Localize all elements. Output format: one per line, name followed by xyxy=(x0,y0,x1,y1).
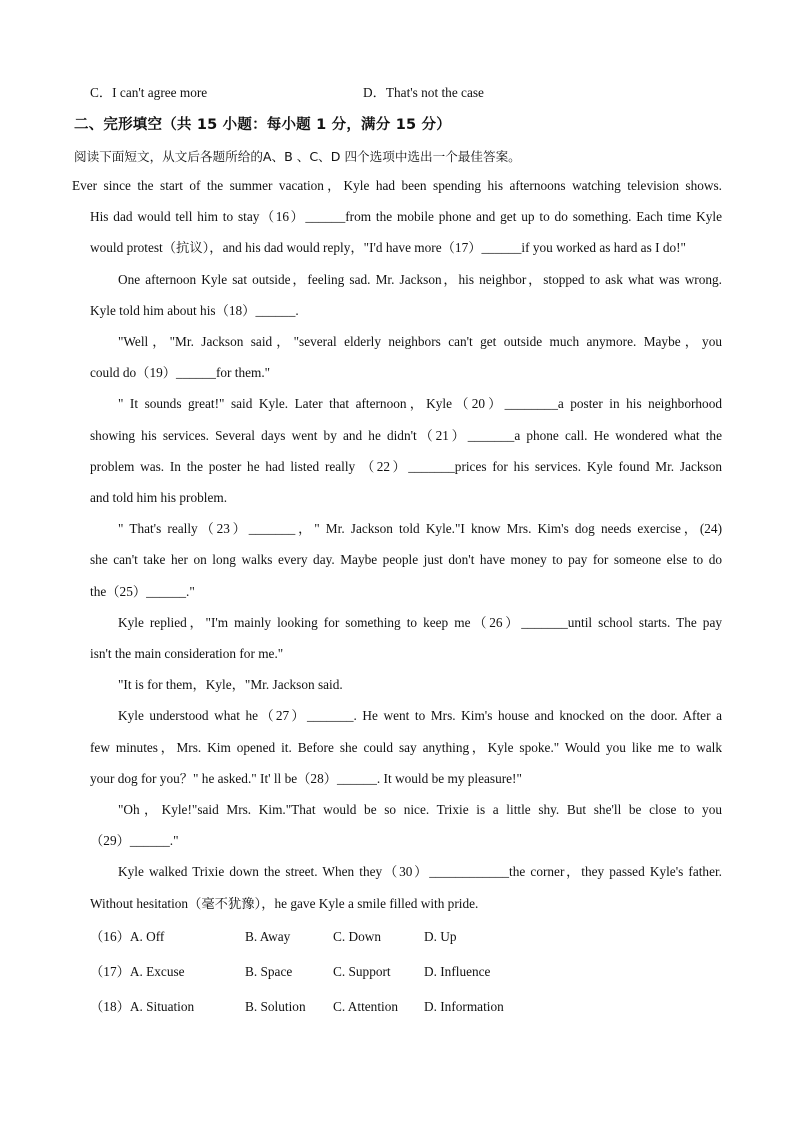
passage-line: Kyle understood what he（27）_______. He went to Mrs. Kim's house and knocked on the door. After a xyxy=(118,708,722,723)
passage-line: your dog for you？" he asked." It' ll be（28）______. It would be my pleasure!" xyxy=(90,771,522,786)
passage-line: showing his services. Several days went by and he didn't（21）_______a phone call. He wondered what the xyxy=(90,428,722,443)
passage-line: Kyle walked Trixie down the street. When they（30）____________the corner，they passed Kyle's father. xyxy=(118,864,722,879)
option-d: D. Up xyxy=(424,929,457,944)
option-d: D. Information xyxy=(424,999,504,1014)
option-a: （18）A. Situation xyxy=(90,999,195,1014)
question-row xyxy=(90,927,590,947)
passage-line: could do（19）______for them." xyxy=(90,365,271,380)
option-b: B. Away xyxy=(245,929,291,944)
option-b: B. Space xyxy=(245,964,293,979)
option-c: C. Attention xyxy=(333,999,399,1014)
passage-line: she can't take her on long walks every day. Maybe people just don't have money to pay for someone else to do xyxy=(90,552,722,567)
option-d: D. Influence xyxy=(424,964,491,979)
passage-line: would protest（抗议），and his dad would reply，"I'd have more（17）______if you worked as hard as I do!" xyxy=(90,240,686,255)
passage-line: Ever since the start of the summer vacation，Kyle had been spending his afternoons watching television shows. xyxy=(72,178,722,193)
option-c: C. Down xyxy=(333,929,382,944)
option-a: （16）A. Off xyxy=(90,929,165,944)
passage-line: isn't the main consideration for me." xyxy=(90,646,284,661)
passage-line: " That's really（23）_______，" Mr. Jackson told Kyle."I know Mrs. Kim's dog needs exercise，(24) xyxy=(118,521,722,536)
option-c: C. Support xyxy=(333,964,391,979)
passage-line: " It sounds great!" said Kyle. Later that afternoon，Kyle（20）________a poster in his neighborhood xyxy=(118,396,722,411)
passage-line: the（25）______." xyxy=(90,584,195,599)
section-instruction: 阅读下面短文，从文后各题所给的A、B 、C、D 四个选项中选出一个最佳答案。 xyxy=(74,149,521,164)
option-b: B. Solution xyxy=(245,999,306,1014)
passage-line: problem was. In the poster he had listed really （22）_______prices for his services. Kyle found Mr. Jackson xyxy=(90,459,722,474)
passage-line: One afternoon Kyle sat outside，feeling sad. Mr. Jackson，his neighbor，stopped to ask what was wrong. xyxy=(118,272,722,287)
option-d: D．That's not the case xyxy=(363,85,484,100)
passage-line: "Well，"Mr. Jackson said，"several elderly neighbors can't get outside much anymore. Maybe，you xyxy=(118,334,722,349)
option-c: C．I can't agree more xyxy=(90,85,208,100)
passage-line: "Oh，Kyle!"said Mrs. Kim."That would be so nice. Trixie is a little shy. But she'll be close to you xyxy=(118,802,722,817)
passage-line: and told him his problem. xyxy=(90,490,228,505)
passage-line: Kyle told him about his（18）______. xyxy=(90,303,299,318)
section-title: 二、完形填空（共 15 小题：每小题 1 分，满分 15 分） xyxy=(74,117,451,133)
question-row xyxy=(90,997,590,1017)
previous-question-options xyxy=(90,82,730,102)
passage-line: few minutes，Mrs. Kim opened it. Before she could say anything，Kyle spoke." Would you like me to walk xyxy=(90,740,722,755)
passage-line: Kyle replied，"I'm mainly looking for something to keep me（26）_______until school starts. The pay xyxy=(118,615,722,630)
passage-line: （29）______." xyxy=(90,833,179,848)
passage-line: Without hesitation（毫不犹豫），he gave Kyle a smile filled with pride. xyxy=(90,896,479,911)
question-row xyxy=(90,962,590,982)
passage-line: "It is for them，Kyle，"Mr. Jackson said. xyxy=(118,677,343,692)
option-a: （17）A. Excuse xyxy=(90,964,185,979)
passage-line: His dad would tell him to stay（16）______from the mobile phone and get up to do something. Each time Kyle xyxy=(90,209,722,224)
